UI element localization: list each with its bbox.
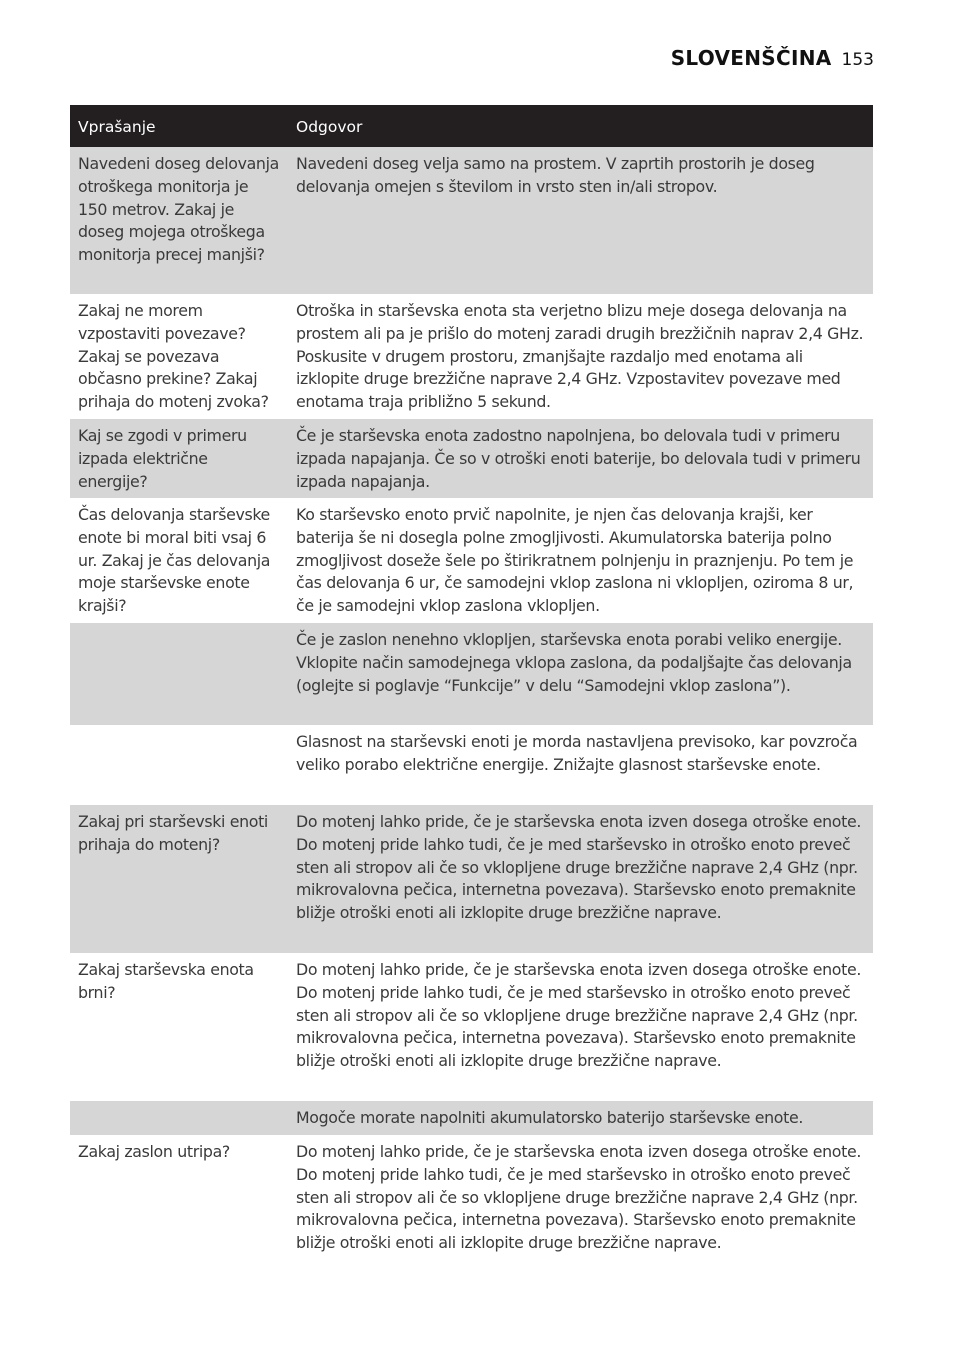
- answer-cell: Če je zaslon nenehno vklopljen, starševska enota porabi veliko energije. Vklopite način samodejnega vklopa zaslona, da podaljšajte čas delovanja (oglejte si poglavje “Funkcije” v delu “Samodejni vklop zaslona”).: [296, 630, 852, 695]
- page-header: [671, 46, 874, 70]
- question-cell: [70, 623, 288, 725]
- page-number: 153: [841, 50, 874, 70]
- column-header-question: Vprašanje: [78, 117, 156, 136]
- answer-cell: Če je starševska enota zadostno napolnjena, bo delovala tudi v primeru izpada napajanja. Če so v otroški enoti baterije, bo delovala tudi v primeru izpada napajanja.: [296, 426, 861, 491]
- answer-cell: Do motenj lahko pride, če je starševska enota izven dosega otroške enote. Do motenj pride lahko tudi, če je med starševsko in otroško enoto preveč sten ali stropov ali če so vklopljene druge brezžične naprave 2,4 GHz (npr. mikrovalovna pečica, internetna povezava). Starševsko enoto premaknite bližje otroški enoti ali izklopite druge brezžične naprave.: [296, 812, 861, 923]
- table-row: [70, 953, 873, 1101]
- answer-cell: Otroška in starševska enota sta verjetno blizu meje dosega delovanja na prostem ali pa je prišlo do motenj zaradi drugih brezžičnih naprav 2,4 GHz. Poskusite v drugem prostoru, zmanjšajte razdaljo med enotama ali izklopite druge brezžične naprave 2,4 GHz. Vzpostavitev povezave med enotama traja približno 5 sekund.: [296, 301, 864, 412]
- answer-cell: Do motenj lahko pride, če je starševska enota izven dosega otroške enote. Do motenj pride lahko tudi, če je med starševsko in otroško enoto preveč sten ali stropov ali če so vklopljene druge brezžične naprave 2,4 GHz (npr. mikrovalovna pečica, internetna povezava). Starševsko enoto premaknite bližje otroški enoti ali izklopite druge brezžične naprave.: [296, 960, 861, 1071]
- question-cell: Zakaj pri starševski enoti prihaja do motenj?: [78, 812, 268, 854]
- question-cell: Čas delovanja starševske enote bi moral biti vsaj 6 ur. Zakaj je čas delovanja moje starševske enote krajši?: [78, 505, 271, 616]
- question-cell: Zakaj zaslon utripa?: [78, 1142, 230, 1161]
- question-cell: [70, 725, 288, 805]
- answer-cell: Do motenj lahko pride, če je starševska enota izven dosega otroške enote. Do motenj pride lahko tudi, če je med starševsko in otroško enoto preveč sten ali stropov ali če so vklopljene druge brezžične naprave 2,4 GHz (npr. mikrovalovna pečica, internetna povezava). Starševsko enoto premaknite bližje otroški enoti ali izklopite druge brezžične naprave.: [296, 1142, 861, 1253]
- question-cell: Navedeni doseg delovanja otroškega monitorja je 150 metrov. Zakaj je doseg mojega otroškega monitorja precej manjši?: [78, 154, 279, 265]
- question-cell: Zakaj starševska enota brni?: [78, 960, 254, 1002]
- faq-table: [70, 105, 873, 1283]
- answer-cell: Navedeni doseg velja samo na prostem. V zaprtih prostorih je doseg delovanja omejen s številom in vrsto sten in/ali stropov.: [296, 154, 815, 196]
- table-row: [70, 805, 873, 953]
- answer-cell: Ko starševsko enoto prvič napolnite, je njen čas delovanja krajši, ker baterija še ni dosegla polne zmogljivosti. Akumulatorska baterija polno zmogljivost doseže šele po štirikratnem polnjenju in praznjenju. Po tem je čas delovanja 6 ur, če samodejni vklop zaslona ni vklopljen, oziroma 8 ur, če je samodejni vklop zaslona vklopljen.: [296, 505, 854, 616]
- question-cell: Kaj se zgodi v primeru izpada električne energije?: [78, 426, 247, 491]
- answer-cell: Mogoče morate napolniti akumulatorsko baterijo starševske enote.: [296, 1108, 803, 1127]
- table-row: [70, 623, 873, 725]
- table-row: [70, 294, 873, 419]
- answer-cell: Glasnost na starševski enoti je morda nastavljena previsoko, kar povzroča veliko porabo električne energije. Znižajte glasnost starševske enote.: [296, 732, 858, 774]
- table-row: [70, 147, 873, 294]
- table-row: [70, 1101, 873, 1135]
- language-title: SLOVENŠČINA: [670, 46, 832, 70]
- column-header-answer: Odgovor: [296, 117, 363, 136]
- table-row: [70, 419, 873, 498]
- table-header: [70, 105, 873, 147]
- question-cell: [70, 1101, 288, 1135]
- table-row: [70, 498, 873, 623]
- table-row: [70, 725, 873, 805]
- question-cell: Zakaj ne morem vzpostaviti povezave? Zakaj se povezava občasno prekine? Zakaj prihaja do motenj zvoka?: [78, 301, 269, 412]
- table-row: [70, 1135, 873, 1283]
